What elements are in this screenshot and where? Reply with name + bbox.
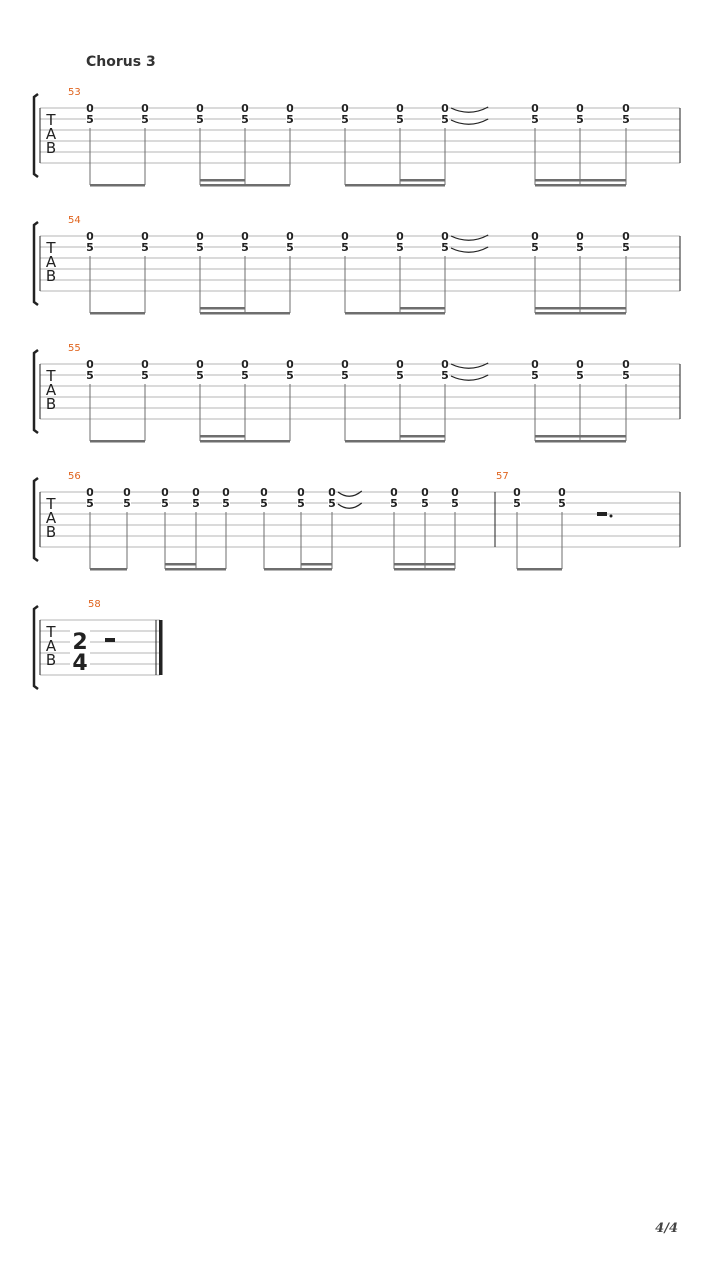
fret-number: 0	[622, 230, 630, 243]
tab-clef-letter: T	[46, 367, 56, 385]
beam-secondary	[400, 307, 445, 310]
beam-secondary	[535, 179, 626, 182]
tab-clef-letter: B	[45, 267, 57, 285]
fret-number: 0	[576, 230, 584, 243]
measure-number: 53	[68, 87, 81, 98]
fret-number: 5	[260, 497, 268, 510]
fret-number: 0	[396, 102, 404, 115]
beam-primary	[90, 568, 127, 571]
tab-clef-letter: B	[45, 523, 57, 541]
beam-primary	[165, 568, 226, 571]
fret-number: 0	[328, 486, 336, 499]
fret-number: 5	[241, 113, 249, 126]
fret-number: 5	[192, 497, 200, 510]
fret-number: 5	[531, 369, 539, 382]
fret-number: 5	[196, 369, 204, 382]
fret-number: 0	[86, 358, 94, 371]
beam-primary	[345, 440, 445, 443]
fret-number: 0	[286, 358, 294, 371]
fret-number: 5	[86, 113, 94, 126]
fret-number: 5	[222, 497, 230, 510]
fret-number: 5	[622, 369, 630, 382]
time-signature-top: 2	[72, 630, 88, 655]
fret-number: 0	[441, 358, 449, 371]
fret-number: 5	[86, 497, 94, 510]
tab-clef-letter: T	[46, 239, 56, 257]
half-rest	[105, 638, 115, 642]
half-rest	[597, 512, 607, 516]
fret-number: 0	[241, 102, 249, 115]
beam-secondary	[200, 435, 245, 438]
tab-clef-letter: T	[46, 495, 56, 513]
beam-primary	[200, 312, 290, 315]
fret-number: 0	[531, 102, 539, 115]
fret-number: 0	[86, 102, 94, 115]
tab-clef-letter: B	[45, 395, 57, 413]
beam-primary	[535, 312, 626, 315]
fret-number: 5	[622, 113, 630, 126]
tie-arc	[338, 503, 362, 508]
fret-number: 0	[286, 102, 294, 115]
fret-number: 5	[396, 369, 404, 382]
fret-number: 5	[451, 497, 459, 510]
beam-primary	[535, 184, 626, 187]
fret-number: 0	[192, 486, 200, 499]
fret-number: 5	[576, 241, 584, 254]
fret-number: 5	[576, 369, 584, 382]
beam-secondary	[535, 435, 626, 438]
fret-number: 0	[241, 230, 249, 243]
fret-number: 5	[531, 241, 539, 254]
fret-number: 5	[196, 113, 204, 126]
fret-number: 0	[341, 230, 349, 243]
fret-number: 0	[260, 486, 268, 499]
beam-secondary	[165, 563, 196, 566]
fret-number: 0	[531, 358, 539, 371]
beam-primary	[200, 184, 290, 187]
fret-number: 0	[196, 358, 204, 371]
fret-number: 5	[531, 113, 539, 126]
fret-number: 5	[286, 369, 294, 382]
tie-arc	[451, 247, 488, 252]
final-barline-thick	[159, 620, 163, 675]
fret-number: 5	[622, 241, 630, 254]
tab-clef-letter: A	[45, 381, 57, 399]
fret-number: 0	[622, 358, 630, 371]
fret-number: 0	[513, 486, 521, 499]
fret-number: 5	[86, 241, 94, 254]
fret-number: 5	[123, 497, 131, 510]
beam-primary	[517, 568, 562, 571]
fret-number: 5	[421, 497, 429, 510]
fret-number: 0	[297, 486, 305, 499]
tab-clef-letter: A	[45, 509, 57, 527]
fret-number: 5	[441, 113, 449, 126]
fret-number: 5	[341, 241, 349, 254]
fret-number: 0	[241, 358, 249, 371]
system-bracket	[34, 350, 38, 433]
fret-number: 0	[86, 486, 94, 499]
fret-number: 0	[341, 102, 349, 115]
fret-number: 0	[161, 486, 169, 499]
fret-number: 5	[241, 369, 249, 382]
system-bracket	[34, 606, 38, 689]
fret-number: 0	[390, 486, 398, 499]
fret-number: 0	[576, 102, 584, 115]
fret-number: 5	[441, 369, 449, 382]
fret-number: 5	[390, 497, 398, 510]
tab-clef-letter: A	[45, 637, 57, 655]
beam-secondary	[535, 307, 626, 310]
beam-secondary	[301, 563, 332, 566]
time-signature-bottom: 4	[72, 651, 88, 676]
fret-number: 5	[396, 113, 404, 126]
fret-number: 0	[286, 230, 294, 243]
beam-primary	[345, 184, 445, 187]
fret-number: 0	[396, 230, 404, 243]
system-bracket	[34, 222, 38, 305]
tab-clef-letter: B	[45, 139, 57, 157]
beam-primary	[394, 568, 455, 571]
fret-number: 5	[286, 241, 294, 254]
fret-number: 0	[451, 486, 459, 499]
measure-number: 56	[68, 471, 81, 482]
fret-number: 5	[576, 113, 584, 126]
tie-arc	[451, 375, 488, 380]
section-title: Chorus 3	[86, 54, 156, 70]
fret-number: 0	[558, 486, 566, 499]
fret-number: 5	[558, 497, 566, 510]
beam-secondary	[200, 307, 245, 310]
tab-clef-letter: T	[46, 111, 56, 129]
fret-number: 5	[297, 497, 305, 510]
beam-secondary	[394, 563, 455, 566]
beam-secondary	[400, 435, 445, 438]
fret-number: 5	[161, 497, 169, 510]
fret-number: 0	[341, 358, 349, 371]
fret-number: 0	[622, 102, 630, 115]
fret-number: 0	[86, 230, 94, 243]
fret-number: 0	[196, 230, 204, 243]
tab-clef-letter: A	[45, 253, 57, 271]
fret-number: 5	[328, 497, 336, 510]
measure-number: 54	[68, 215, 81, 226]
fret-number: 0	[196, 102, 204, 115]
fret-number: 5	[141, 113, 149, 126]
beam-primary	[90, 312, 145, 315]
fret-number: 0	[222, 486, 230, 499]
fret-number: 0	[531, 230, 539, 243]
measure-number: 58	[88, 599, 101, 610]
fret-number: 0	[441, 230, 449, 243]
system-bracket	[34, 478, 38, 561]
fret-number: 5	[396, 241, 404, 254]
fret-number: 5	[141, 369, 149, 382]
fret-number: 5	[141, 241, 149, 254]
tie-arc	[451, 119, 488, 124]
fret-number: 5	[196, 241, 204, 254]
tab-clef-letter: A	[45, 125, 57, 143]
measure-number: 57	[496, 471, 509, 482]
fret-number: 5	[86, 369, 94, 382]
fret-number: 0	[421, 486, 429, 499]
beam-primary	[90, 440, 145, 443]
fret-number: 5	[341, 369, 349, 382]
beam-secondary	[200, 179, 245, 182]
fret-number: 0	[441, 102, 449, 115]
system-bracket	[34, 94, 38, 177]
tab-clef-letter: B	[45, 651, 57, 669]
fret-number: 0	[141, 102, 149, 115]
fret-number: 5	[241, 241, 249, 254]
fret-number: 0	[123, 486, 131, 499]
beam-primary	[535, 440, 626, 443]
fret-number: 0	[141, 358, 149, 371]
fret-number: 0	[396, 358, 404, 371]
page-number: 4/4	[655, 1221, 678, 1236]
fret-number: 5	[341, 113, 349, 126]
fret-number: 5	[286, 113, 294, 126]
beam-primary	[90, 184, 145, 187]
measure-number: 55	[68, 343, 81, 354]
fret-number: 0	[576, 358, 584, 371]
fret-number: 5	[513, 497, 521, 510]
beam-secondary	[400, 179, 445, 182]
beam-primary	[345, 312, 445, 315]
beam-primary	[200, 440, 290, 443]
tab-clef-letter: T	[46, 623, 56, 641]
fret-number: 0	[141, 230, 149, 243]
beam-primary	[264, 568, 332, 571]
fret-number: 5	[441, 241, 449, 254]
rest-dot	[610, 515, 613, 518]
